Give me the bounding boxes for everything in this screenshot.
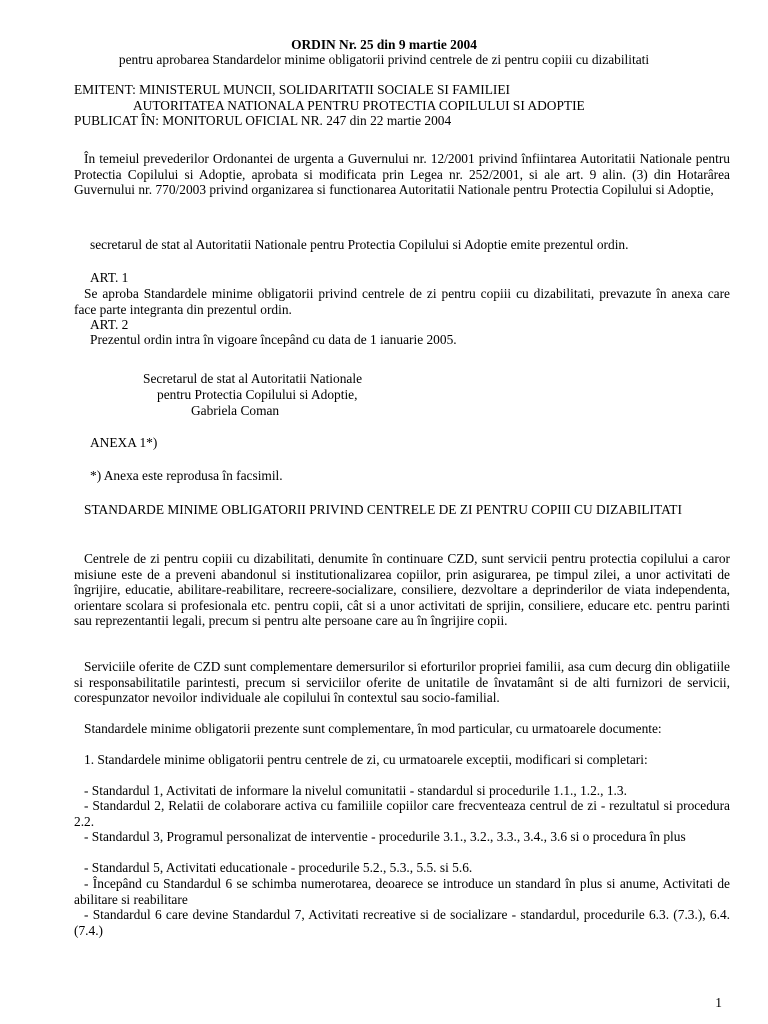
- secretary-emits-line: secretarul de stat al Autoritatii Nationale pentru Protectia Copilului si Adoptie emite prezentul ordin.: [90, 237, 629, 252]
- bullet-standard-1: - Standardul 1, Activitati de informare la nivelul comunitatii - standardul si procedurile 1.1., 1.2., 1.3.: [84, 783, 627, 798]
- bullet-standard-5: - Standardul 5, Activitati educationale - procedurile 5.2., 5.3., 5.5. si 5.6.: [84, 860, 473, 875]
- paragraph-services: Serviciile oferite de CZD sunt complementare demersurilor si eforturilor propriei familii, asa cum decurg din obligatiile si responsabilitatile parintesti, precum si serviciilor oferite de unitatile de învatamânt si de alti furnizori de servicii, corespunzator nevoilor individuale ale copilului în contextul sau socio-familial.: [74, 659, 730, 706]
- standards-heading: STANDARDE MINIME OBLIGATORII PRIVIND CENTRELE DE ZI PENTRU COPIII CU DIZABILITATI: [84, 502, 682, 517]
- bullet-standard-2: - Standardul 2, Relatii de colaborare activa cu familiile copiilor care frecventeaza centrul de zi - rezultatul si procedura 2.2.: [74, 798, 730, 829]
- list-item-1: 1. Standardele minime obligatorii pentru centrele de zi, cu urmatoarele exceptii, modificari si completari:: [84, 752, 648, 767]
- page-number: 1: [715, 995, 722, 1010]
- publication-line: PUBLICAT ÎN: MONITORUL OFICIAL NR. 247 din 22 martie 2004: [74, 113, 452, 128]
- annex-label: ANEXA 1*): [90, 435, 158, 450]
- article-2-text: Prezentul ordin intra în vigoare începând cu data de 1 ianuarie 2005.: [90, 332, 457, 347]
- order-subtitle: pentru aprobarea Standardelor minime obligatorii privind centrele de zi pentru copiii cu dizabilitati: [118, 52, 650, 67]
- paragraph-complementary: Standardele minime obligatorii prezente sunt complementare, în mod particular, cu urmatoarele documente:: [84, 721, 662, 736]
- issuer-authority: AUTORITATEA NATIONALA PENTRU PROTECTIA COPILULUI SI ADOPTIE: [133, 98, 585, 113]
- bullet-standard-3: - Standardul 3, Programul personalizat de interventie - procedurile 3.1., 3.2., 3.3., 3.4., 3.6 si o procedura în plus: [84, 829, 686, 844]
- issuer-line: EMITENT: MINISTERUL MUNCII, SOLIDARITATII SOCIALE SI FAMILIEI: [74, 82, 511, 97]
- article-1-text: Se aproba Standardele minime obligatorii privind centrele de zi pentru copiii cu dizabilitati, prevazute în anexa care face parte integranta din prezentul ordin.: [74, 286, 730, 317]
- signature-title: Secretarul de stat al Autoritatii Nationale: [143, 371, 363, 386]
- bullet-standard-6: - Standardul 6 care devine Standardul 7, Activitati recreative si de socializare - standardul, procedurile 6.3. (7.3.), 6.4. (7.4.): [74, 907, 730, 938]
- bullet-renumbering: - Începând cu Standardul 6 se schimba numerotarea, deoarece se introduce un standard în plus si anume, Activitati de abilitare si reabilitare: [74, 876, 730, 907]
- preamble-paragraph: În temeiul prevederilor Ordonantei de urgenta a Guvernului nr. 12/2001 privind înfiintarea Autoritatii Nationale pentru Protectia Copilului si Adoptie, aprobata si modificata prin Legea nr. 252/2001, si ale art. 9 alin. (3) din Hotarârea Guvernului nr. 770/2003 privind organizarea si functionarea Autoritatii Nationale pentru Protectia Copilului si Adoptie,: [74, 151, 730, 198]
- signature-institution: pentru Protectia Copilului si Adoptie,: [157, 387, 358, 402]
- article-1-label: ART. 1: [90, 270, 129, 285]
- article-2-label: ART. 2: [90, 317, 129, 332]
- paragraph-czd-definition: Centrele de zi pentru copiii cu dizabilitati, denumite în continuare CZD, sunt servicii pentru protectia copilului a caror misiune este de a preveni abandonul si institutionalizarea copiilor, prin asigurarea, pe timpul zilei, a unor activitati de îngrijire, educatie, abilitare-reabilitare, recreere-socializare, consiliere, dezvoltare a deprinderilor de viata independenta, orientare scolara si profesionala etc. pentru copii, cât si a unor activitati de sprijin, consiliere, educare etc. pentru parinti sau reprezentantii legali, precum si pentru alte persoane care au în îngrijire copii.: [74, 551, 730, 629]
- order-title: ORDIN Nr. 25 din 9 martie 2004: [291, 37, 477, 52]
- annex-note: *) Anexa este reprodusa în facsimil.: [90, 468, 283, 483]
- signature-name: Gabriela Coman: [191, 403, 280, 418]
